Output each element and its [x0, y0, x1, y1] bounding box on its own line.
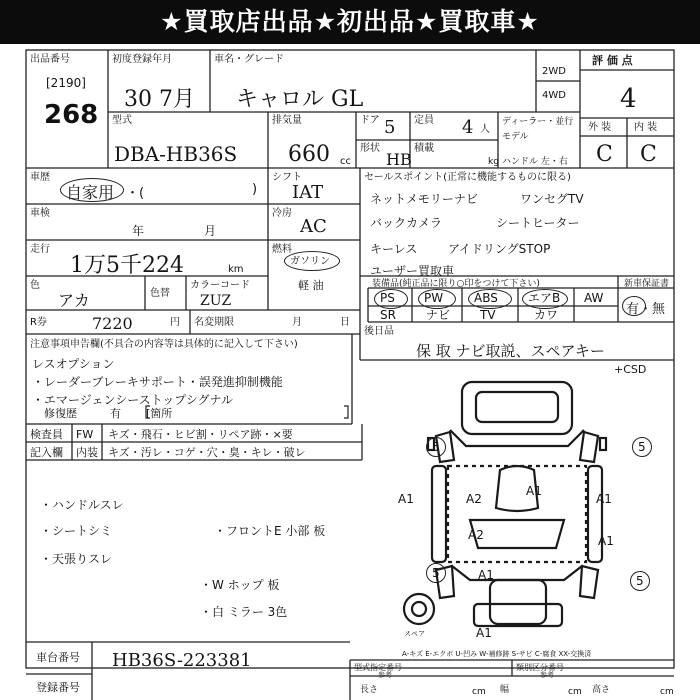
- notes-label: 注意事項申告欄(不具合の内容等は具体的に記入して下さい): [30, 339, 298, 350]
- equip-other: カワ: [534, 308, 559, 322]
- notes-line: レスオプション: [32, 357, 115, 371]
- name-change-month: 月: [292, 317, 302, 328]
- first-registration-label: 初度登録年月: [112, 54, 172, 65]
- capacity-unit: 人: [480, 124, 490, 135]
- equip-tv: TV: [480, 308, 496, 322]
- doors-value: 5: [384, 117, 396, 138]
- capacity-value: 4: [462, 117, 474, 138]
- new-warranty-label: 新車保証書: [624, 279, 670, 289]
- interior-label: 内 装: [634, 122, 658, 133]
- history-close: ): [252, 182, 258, 197]
- recycle-value: 7220: [92, 314, 133, 333]
- type-designation-label: 型式指定番号: [354, 663, 402, 672]
- dealer-line: ディーラー・並行: [502, 117, 574, 127]
- score-label: 評 価 点: [592, 54, 633, 67]
- selling-point: ワンセグTV: [520, 192, 584, 206]
- notes-line: ・レーダーブレーキサポート・誤発進抑制機能: [32, 375, 283, 389]
- damage-mark: 5: [638, 440, 646, 454]
- ref-label: 参考: [540, 671, 554, 679]
- equipment-label: 装備品(純正品に限り○印をつけて下さい): [372, 279, 540, 289]
- color-code-label: カラーコード: [190, 280, 250, 291]
- displacement-unit: cc: [340, 156, 351, 167]
- history-label: 車歴: [30, 172, 50, 183]
- selling-point: ユーザー買取車: [370, 264, 455, 278]
- inspector-label: 検査員: [30, 428, 63, 441]
- equip-circle: [418, 289, 456, 309]
- model-line: モデル: [502, 132, 529, 142]
- chassis-number: HB36S-223381: [112, 650, 252, 671]
- selling-point: バックカメラ: [370, 216, 443, 230]
- car-diagram: [404, 382, 606, 626]
- cm-unit: cm: [568, 687, 582, 697]
- cm-unit: cm: [472, 687, 486, 697]
- history-circle: [60, 178, 124, 202]
- doors-label: ドア: [360, 115, 380, 126]
- inspector-row1: キズ・飛石・ヒビ割・リペア跡・×要: [108, 428, 293, 441]
- equip-pw: PW: [424, 291, 444, 305]
- inspection-year: 年: [132, 224, 145, 238]
- inspector-interior: 内装: [76, 446, 98, 459]
- color-code-value: ZUZ: [200, 293, 232, 309]
- remark-line: ・フロントE 小部 板: [214, 524, 326, 538]
- interior-grade: C: [640, 142, 657, 167]
- damage-mark: A1: [598, 534, 614, 548]
- category-label: 類別区分番号: [516, 663, 564, 672]
- damage-circle: [632, 437, 652, 457]
- equip-aw: AW: [584, 291, 604, 305]
- remark-line: ・白 ミラー 3色: [200, 605, 288, 619]
- selling-point: アイドリングSTOP: [448, 242, 551, 256]
- fuel-label: 燃料: [272, 244, 292, 255]
- fuel-circle: [284, 251, 340, 271]
- lot-number: 268: [44, 100, 99, 130]
- selling-point: ネットメモリーナビ: [370, 192, 478, 206]
- damage-mark: A1: [478, 568, 494, 582]
- damage-mark: 5: [636, 574, 644, 588]
- handle-line: ハンドル 左・右: [502, 157, 568, 167]
- length-label: 長さ: [360, 685, 379, 695]
- equip-airbag: エアB: [528, 291, 561, 305]
- load-unit: kg: [488, 157, 499, 167]
- damage-mark: A1: [398, 492, 414, 506]
- damage-mark: 5: [432, 440, 440, 454]
- recycle-label: R券: [30, 317, 47, 328]
- entry-label: 記入欄: [30, 446, 63, 459]
- model-label: 型式: [112, 115, 132, 126]
- shape-label: 形状: [360, 143, 380, 154]
- remark-line: ・ハンドルスレ: [40, 498, 124, 512]
- first-registration-value: 30 7月: [124, 87, 195, 112]
- registration-label: 登録番号: [36, 681, 80, 694]
- equip-circle: [468, 289, 512, 309]
- shift-label: シフト: [272, 172, 302, 183]
- selling-point: キーレス: [370, 242, 418, 256]
- warranty-circle: [622, 296, 646, 316]
- damage-mark: A2: [468, 528, 484, 542]
- fitted-later-note: +CSD: [614, 363, 647, 376]
- remark-line: ・W ホップ 板: [200, 578, 280, 592]
- chassis-label: 車台番号: [36, 651, 80, 664]
- fitted-later-label: 後日品: [364, 326, 394, 337]
- car-name-value: キャロル GL: [236, 87, 364, 112]
- width-label: 幅: [500, 685, 510, 695]
- inspection-label: 車検: [30, 208, 50, 219]
- fuel-gasoline: ガソリン: [290, 256, 330, 267]
- damage-mark: A1: [526, 484, 542, 498]
- mileage-label: 走行: [30, 244, 50, 255]
- capacity-label: 定員: [414, 115, 434, 126]
- inspector-fw: FW: [76, 428, 94, 441]
- cm-unit: cm: [660, 687, 674, 697]
- selling-point: シートヒーター: [496, 216, 580, 230]
- fuel-diesel: 軽 油: [298, 279, 324, 292]
- displacement-value: 660: [288, 142, 330, 167]
- ref-label: 参考: [378, 671, 392, 679]
- shape-value: HB: [386, 150, 412, 169]
- load-label: 積載: [414, 143, 434, 154]
- fitted-later-value: 保 取 ナビ取説、スペアキー: [416, 342, 605, 360]
- name-change-day: 日: [340, 317, 350, 328]
- equip-abs: ABS: [474, 291, 498, 305]
- damage-legend: A-キズ E-エクボ U-凹み W-補修跡 S-サビ C-腐食 XX-交換済: [402, 650, 592, 658]
- displacement-label: 排気量: [272, 115, 302, 126]
- inspector-row2: キズ・汚レ・コゲ・穴・臭・キレ・破レ: [108, 446, 306, 459]
- shift-value: IAT: [292, 182, 324, 203]
- lot-code: [2190]: [46, 76, 86, 90]
- history-value: 自家用: [66, 183, 115, 202]
- damage-circle: [426, 563, 446, 583]
- model-value: DBA-HB36S: [114, 142, 238, 166]
- damage-mark: A1: [476, 626, 492, 640]
- recycle-unit: 円: [170, 317, 180, 328]
- repair-history-label: 修復歴: [44, 407, 77, 420]
- mileage-unit: km: [228, 264, 244, 275]
- sale-banner: ★買取店出品★初出品★買取車★: [0, 0, 700, 44]
- equip-navi: ナビ: [426, 308, 451, 322]
- car-name-label: 車名・グレード: [214, 54, 284, 65]
- equip-circle: [374, 289, 408, 309]
- remark-line: ・シートシミ: [40, 524, 113, 538]
- equip-circle: [522, 289, 568, 309]
- ac-label: 冷房: [272, 208, 292, 219]
- damage-circle: [630, 571, 650, 591]
- color-label: 色: [30, 280, 40, 291]
- color-change-label: 色替: [150, 288, 170, 299]
- damage-mark: A1: [596, 492, 612, 506]
- repair-history-value: 有: [110, 407, 121, 420]
- selling-points-label: セールスポイント(正常に機能するものに限る): [364, 172, 571, 183]
- notes-line: ・エマージェンシーストップシグナル: [32, 393, 233, 407]
- damage-circle: [426, 437, 446, 457]
- exterior-grade: C: [596, 142, 613, 167]
- equip-sr: SR: [380, 308, 396, 322]
- remark-line: ・天張りスレ: [40, 552, 113, 566]
- inspection-month: 月: [204, 224, 217, 238]
- height-label: 高さ: [592, 685, 611, 695]
- damage-mark: 5: [432, 566, 440, 580]
- mileage-value: 1万5千224: [70, 253, 184, 278]
- equip-ps: PS: [380, 291, 395, 305]
- ac-value: AC: [300, 216, 327, 237]
- drive-2wd: 2WD: [542, 66, 566, 77]
- history-open: ・(: [126, 186, 145, 201]
- repair-place: [箇所: [146, 407, 173, 420]
- color-value: アカ: [58, 291, 90, 310]
- new-warranty-value: 有・無: [626, 302, 666, 317]
- lot-number-label: 出品番号: [30, 54, 70, 65]
- damage-mark: A2: [466, 492, 482, 506]
- spare-tire-label: スペア: [404, 630, 425, 638]
- score-value: 4: [620, 84, 637, 114]
- exterior-label: 外 装: [588, 122, 612, 133]
- drive-4wd: 4WD: [542, 90, 566, 101]
- name-change-label: 名変期限: [194, 317, 234, 328]
